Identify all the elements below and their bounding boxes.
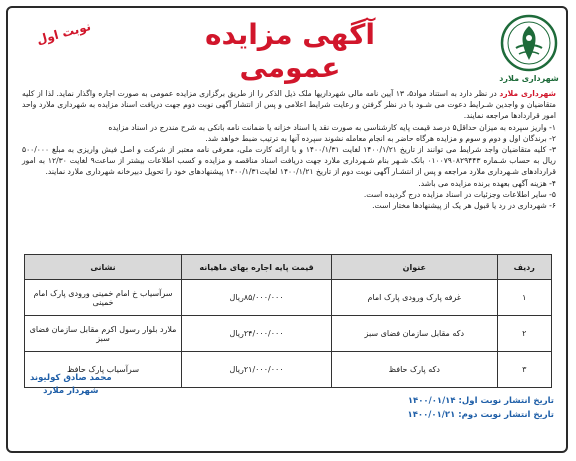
cell-address: سرآسیاب پارک حافظ <box>25 352 182 388</box>
cell-row-number: ۳ <box>497 352 551 388</box>
notice-body <box>22 88 556 211</box>
cell-title: غرفه پارک ورودی پارک امام <box>332 280 497 316</box>
cell-title: دکه پارک حافظ <box>332 352 497 388</box>
table-header-row <box>25 255 552 280</box>
table-row <box>25 280 552 316</box>
cell-row-number: ۱ <box>497 280 551 316</box>
signature-block <box>30 372 112 398</box>
condition-item: ۵- سایر اطلاعات وجزئیات در اسناد مزایده درج گردیده است. <box>363 189 556 199</box>
signer-name: محمد صادق کولیوند <box>30 373 112 383</box>
intro-paragraph <box>22 88 556 122</box>
header-address: نشانی <box>25 255 182 280</box>
cell-row-number: ۲ <box>497 316 551 352</box>
publication-dates <box>408 394 554 422</box>
condition-item: ۳- کلیه متقاضیان واجد شرایط می توانند از تاریخ ۱۴۰۰/۱/۲۱ لغایت ۱۴۰۰/۱/۳۱ و با ارائه کارت ملی، معرفی نامه معتبر از شرکت و اصل فیش واریزی به مبلغ ۵۰۰/۰۰۰ ریال به حساب شـماره ۰۱۰۰۷۹۰۸۲۹۴۴۳ بانک شـهر بنام شـهرداری ملارد جهت دریافت اسناد مناقصه و مزایده و کسب اطلاعات بیشتر از ساعت۹ لغایت ۱۲/۳۰ به امور قراردادهای شـهرداری ملارد مراجعه و پس از انتشـار آگهی نوبت دوم از تاریخ ۱۴۰۰/۱/۲۱ لغایت۱۴۰۰/۱/۳۱ پیشنهادهای خود را تحویل دبیرخانه شهرداری ملارد نمایند. <box>22 145 556 177</box>
cell-price: ۸۵/۰۰۰/۰۰۰ریال <box>182 280 332 316</box>
cell-price: ۲۱/۰۰۰/۰۰۰ریال <box>182 352 332 388</box>
condition-item: ۴- هزینه آگهی بعهده برنده مزایده می باشد. <box>418 178 556 188</box>
intro-text: در نظر دارد به استناد مواد۵، ۱۳ آیین نامه مالی شهرداریها ملک ذیل الذکر را از طریق برگزاری مزایده عمومی به صورت اجاره واگذار نماید. لذا از کلیه متقاضیان و واجدین شـرایط دعوت می شـود با در نظر گرفتن و رعایت شرایط اعلامی و پس از انتشار آگهی نوبت دوم جهت دریافت اسناد مزایده به شهرداری ملارد واحد امور قراردادها مراجعه نمایند. <box>22 89 556 121</box>
signer-role: شهردار ملارد <box>43 386 99 396</box>
municipality-logo <box>496 14 562 88</box>
logo-caption: شهرداری ملارد <box>499 74 559 83</box>
header-price: قیمت پایه اجاره بهای ماهیانه <box>182 255 332 280</box>
organization-name: شهرداری ملارد <box>499 89 557 98</box>
condition-item: ۶- شهرداری در رد یا قبول هر یک از پیشنهادها مختار است. <box>372 201 556 211</box>
second-publication-date: تاریخ انتشار نوبت دوم: ۱۴۰۰/۰۱/۲۱ <box>407 410 554 420</box>
turn-label: نوبت اول <box>35 19 93 47</box>
page-title: آگهی مزایده عمومی <box>204 18 375 84</box>
first-publication-date: تاریخ انتشار نوبت اول: ۱۴۰۰/۰۱/۱۴ <box>407 396 554 406</box>
cell-address: سرآسیاب خ امام خمینی ورودی پارک امام خمینی <box>25 280 182 316</box>
condition-item: ۲- برندگان اول و دوم و سوم و مزایده هرگاه حاضر به انجام معامله نشوند سپرده آنها به ترتیب ضبط خواهد شد. <box>205 133 556 143</box>
auction-items-table <box>24 254 552 388</box>
header-row-number: ردیف <box>497 255 551 280</box>
condition-item: ۱- واریز سپرده به میزان حداقل۵ درصد قیمت پایه کارشناسی به صورت نقد یا اسناد خزانه یا ضمانت نامه بانکی به شرح مندرج در اسناد مزایده <box>108 122 556 132</box>
cell-title: دکه مقابل سازمان فضای سبز <box>332 316 497 352</box>
table-row <box>25 316 552 352</box>
cell-price: ۲۴/۰۰۰/۰۰۰ریال <box>182 316 332 352</box>
header-title: عنوان <box>332 255 497 280</box>
cell-address: ملارد بلوار رسول اکرم مقابل سازمان فضای سبز <box>25 316 182 352</box>
emblem-icon <box>500 14 558 72</box>
